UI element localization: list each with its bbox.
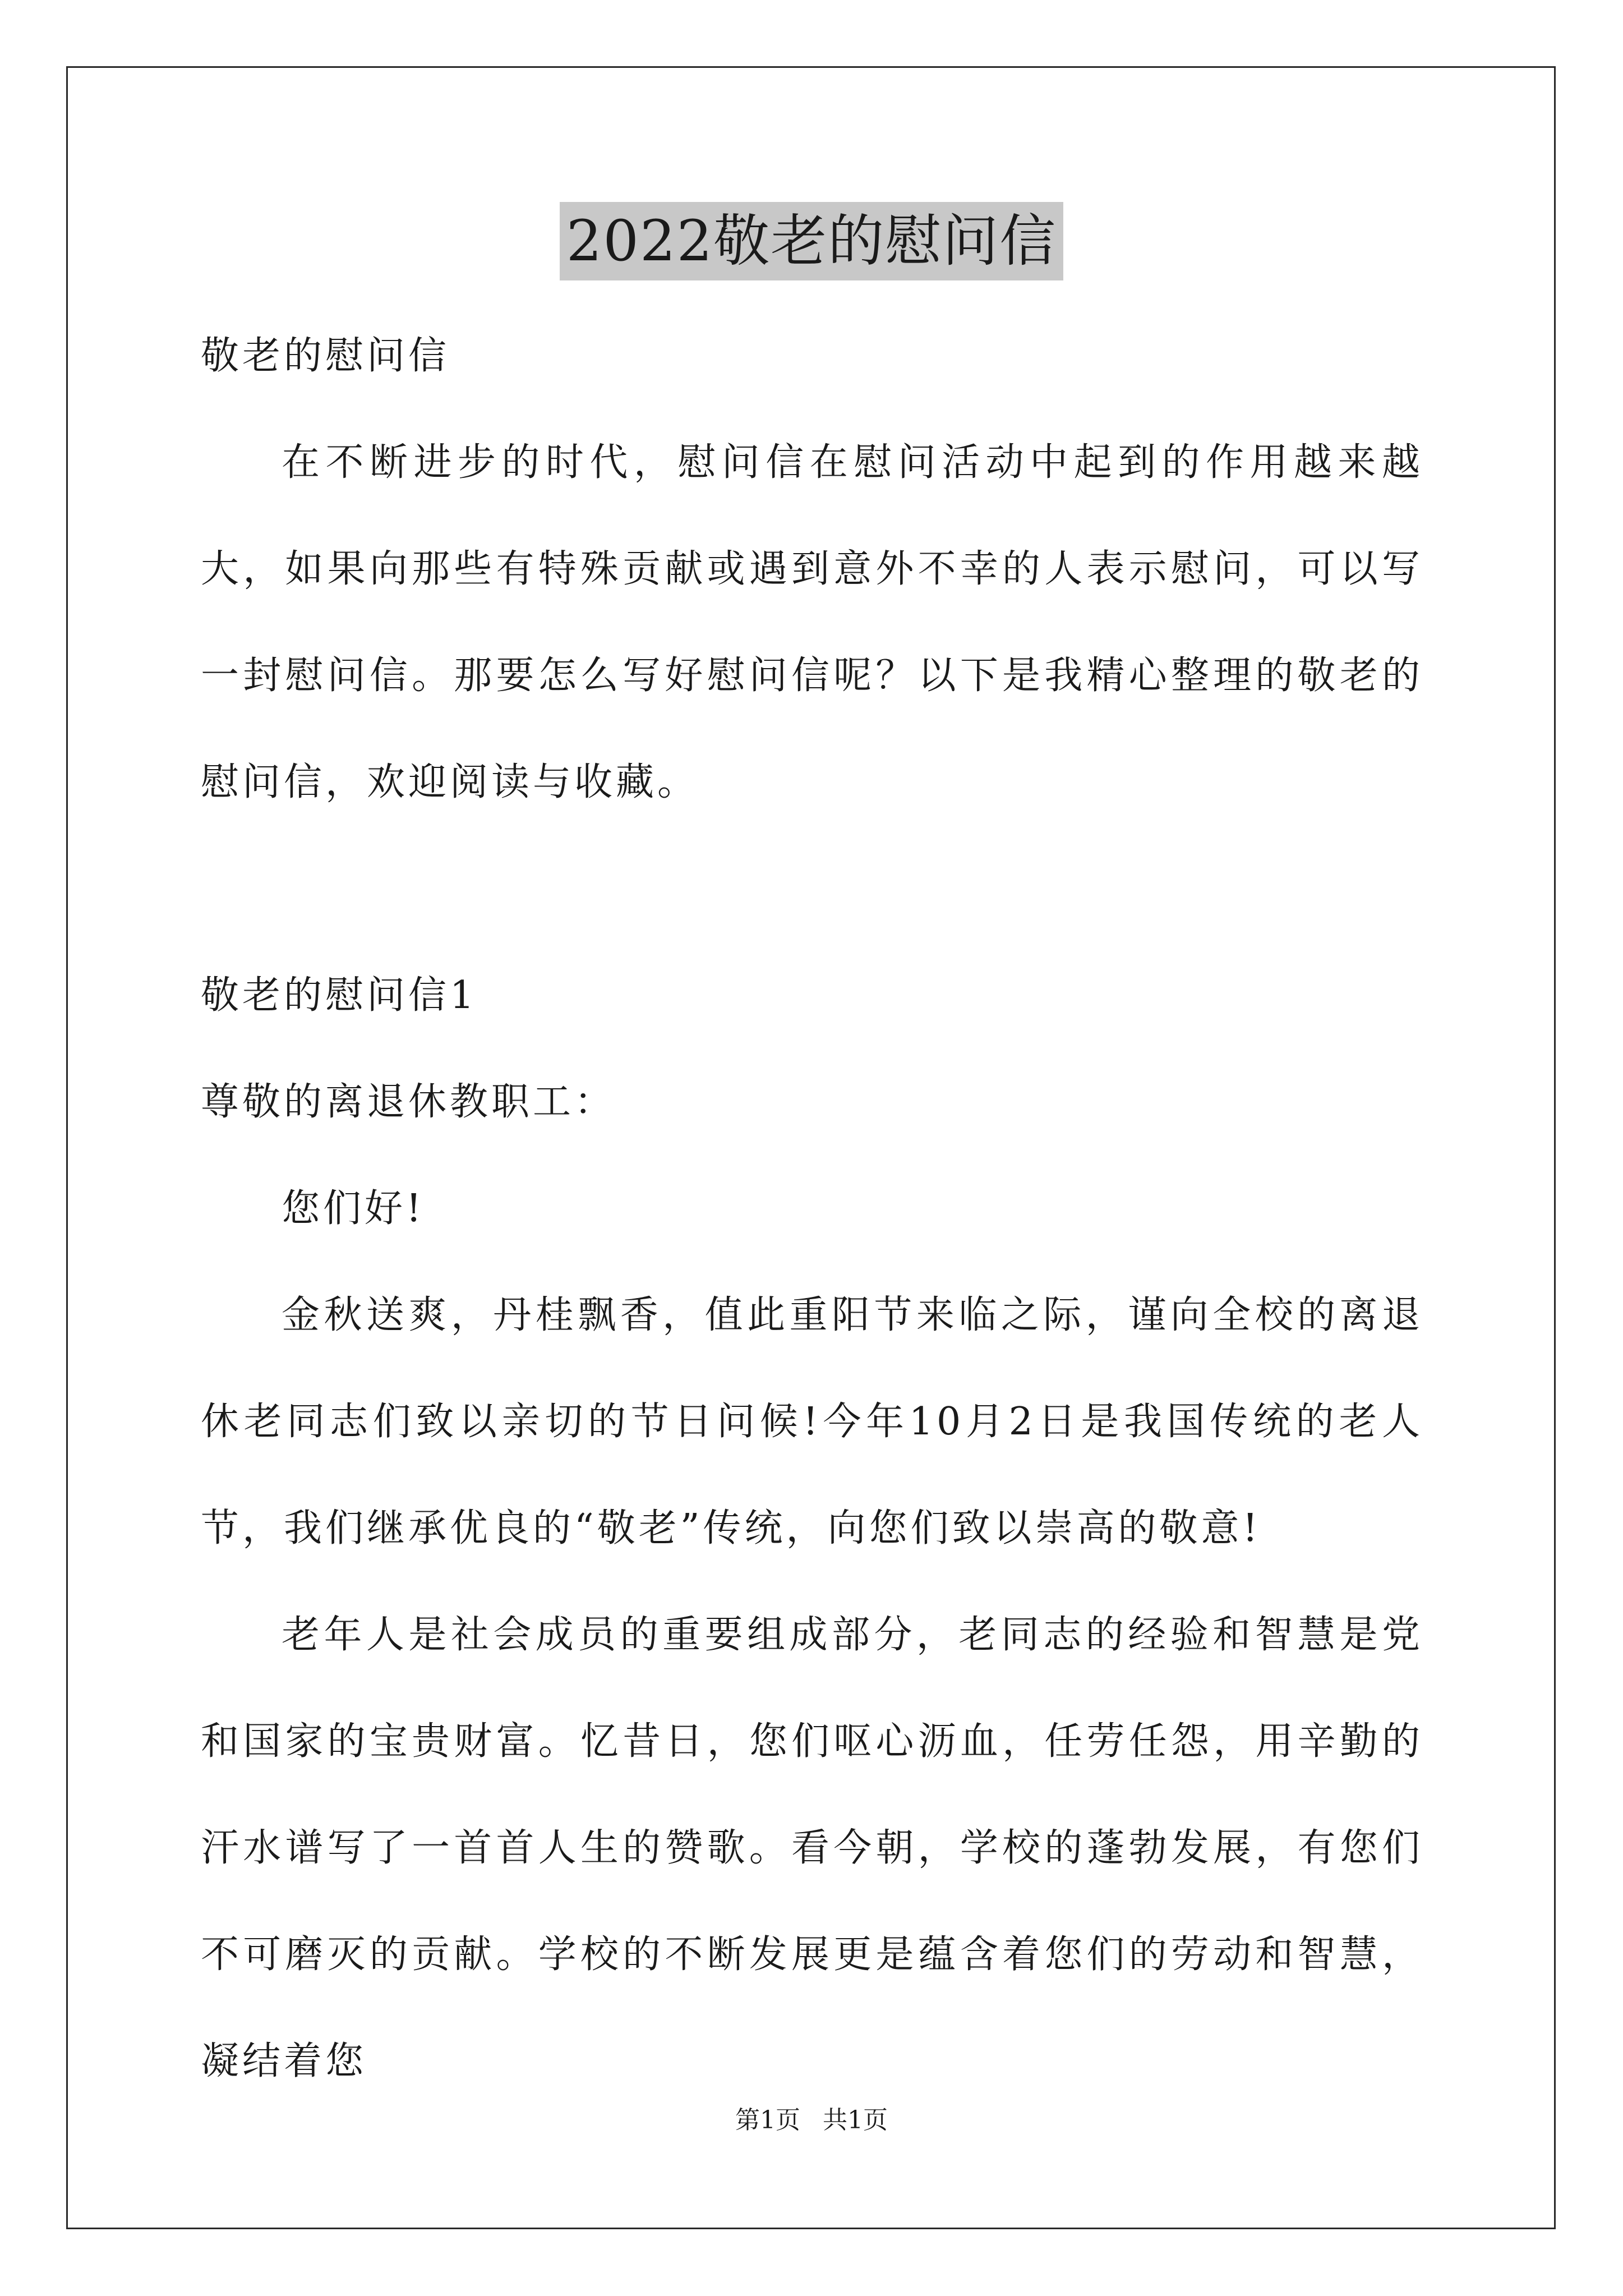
body-paragraph-1: 金秋送爽，丹桂飘香，值此重阳节来临之际，谨向全校的离退休老同志们致以亲切的节日问候!今年10月2日是我国传统的老人节，我们继承优良的“敬老”传统，向您们致以崇高的敬意! bbox=[201, 1293, 1423, 1550]
salutation: 尊敬的离退休教职工： bbox=[201, 1080, 616, 1124]
title-container bbox=[0, 202, 1623, 280]
body-paragraph-2: 老年人是社会成员的重要组成部分，老同志的经验和智慧是党和国家的宝贵财富。忆昔日，您们呕心沥血，任劳任怨，用辛勤的汗水谱写了一首首人生的赞歌。看今朝，学校的蓬勃发展，有您们不可磨灭的贡献。学校的不断发展更是蕴含着您们的劳动和智慧，凝结着您 bbox=[201, 1613, 1423, 2083]
section-heading: 敬老的慰问信1 bbox=[201, 973, 478, 1018]
greeting: 您们好! bbox=[282, 1186, 425, 1231]
page-footer bbox=[0, 2104, 1623, 2137]
intro-paragraph: 在不断进步的时代，慰问信在慰问活动中起到的作用越来越大，如果向那些有特殊贡献或遇到意外不幸的人表示慰问，可以写一封慰问信。那要怎么写好慰问信呢？以下是我精心整理的敬老的慰问信，欢迎阅读与收藏。 bbox=[201, 440, 1423, 804]
document-body bbox=[201, 303, 1423, 2115]
page-number: 第1页 bbox=[735, 2106, 800, 2134]
page-total: 共1页 bbox=[823, 2106, 888, 2134]
spacer bbox=[201, 836, 1423, 942]
subtitle: 敬老的慰问信 bbox=[201, 334, 450, 378]
document-title: 2022敬老的慰问信 bbox=[560, 202, 1064, 280]
